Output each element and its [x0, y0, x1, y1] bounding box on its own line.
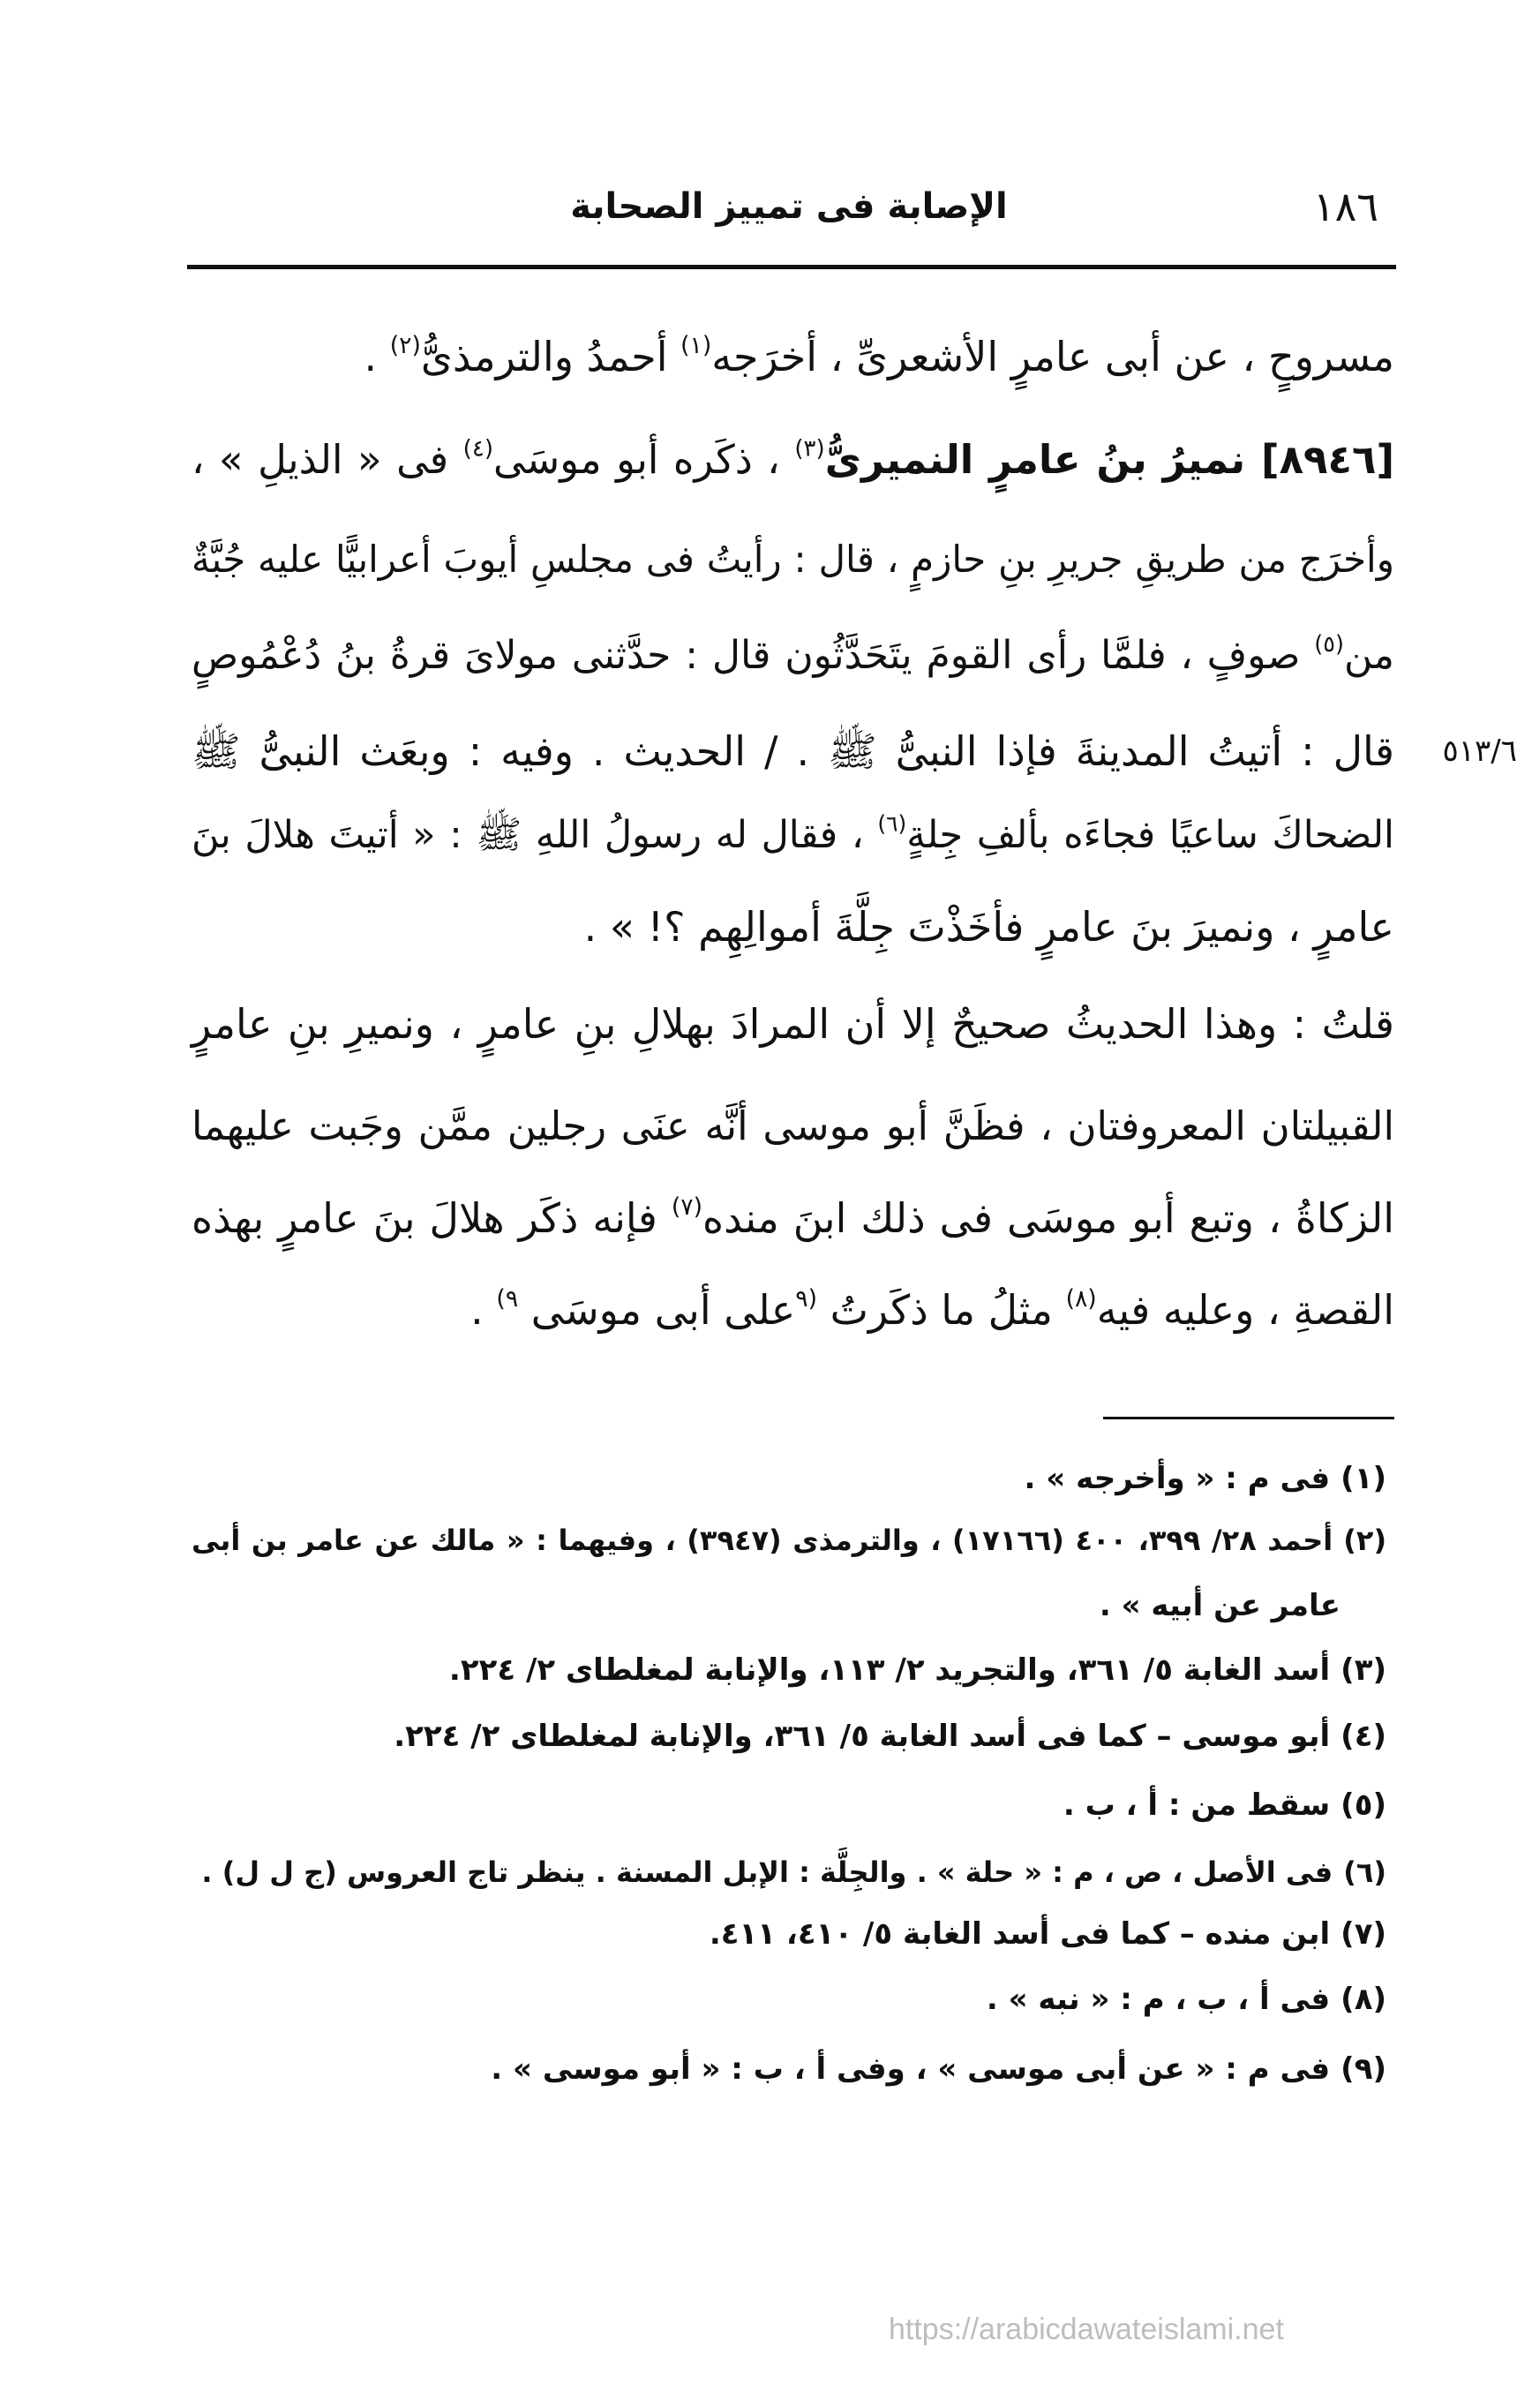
body-text: فى « الذيلِ » ،: [192, 436, 463, 483]
page-number: ١٨٦: [1312, 183, 1378, 230]
page-reference-note: ٥١٣/٦: [1442, 734, 1517, 769]
footnote-number: (٤): [1340, 1719, 1386, 1754]
footnote-number: (٥): [1340, 1787, 1386, 1823]
body-line: [192, 612, 1394, 700]
body-text: من: [1343, 633, 1394, 678]
footnote-text: عامر عن أبيه » .: [1099, 1588, 1340, 1623]
footnote-number: (٨): [1340, 1982, 1386, 2017]
body-text: قلتُ : وهذا الحديثُ صحيحٌ إلا أن المرادَ بهلالِ بنِ عامرٍ ، ونميرِ بنِ عامرٍ: [192, 1000, 1394, 1048]
running-title: الإصابة فى تمييز الصحابة: [570, 186, 1008, 227]
footnote-text: أحمد ٢٨/ ٣٩٩، ٤٠٠ (١٧١٦٦) ، والترمذى (٣٩٤٧) ، وفيهما : « مالك عن عامر بن أبى: [192, 1524, 1333, 1557]
footnote-reference: (٧): [671, 1193, 703, 1221]
body-line: [192, 312, 1394, 401]
header-rule: [187, 265, 1396, 269]
body-text: قال : أتيتُ المدينةَ فإذا النبىُّ ﷺ . / الحديث . وفيه : وبعَث النبىُّ ﷺ: [192, 727, 1394, 775]
footnote: [192, 1847, 1386, 1897]
body-text: القصةِ ، وعليه فيه: [1096, 1286, 1394, 1334]
footnote-text: أسد الغابة ٥/ ٣٦١، والتجريد ٢/ ١١٣، والإنابة لمغلطاى ٢/ ٢٢٤.: [448, 1652, 1331, 1688]
body-text: .: [470, 1286, 497, 1334]
footnote-text: فى الأصل ، ص ، م : « حلة » . والجِلَّة : الإبل المسنة . ينظر تاج العروس (ج ل ل) .: [201, 1855, 1333, 1889]
footnote: [192, 1516, 1386, 1565]
body-text: على أبى موسَى: [518, 1286, 796, 1334]
body-line: [192, 416, 1394, 504]
footnote-reference: (٢): [389, 332, 421, 359]
footnote-reference: ٩): [496, 1285, 519, 1313]
body-text: ، فقال له رسولُ اللهِ ﷺ : « أتيتَ هلالَ بنَ: [192, 813, 878, 857]
footnote-reference: (٤): [462, 435, 494, 463]
footnote-number: (٧): [1340, 1916, 1386, 1952]
footnote-text: فى م : « وأخرجه » .: [1024, 1461, 1331, 1496]
footnote-number: (٩): [1340, 2051, 1386, 2087]
body-line: [192, 515, 1394, 604]
footnote-reference: (١): [680, 332, 712, 359]
body-text: القبيلتان المعروفتان ، فظَنَّ أبو موسى أنَّه عنَى رجلين ممَّن وجَبت عليهما: [192, 1102, 1394, 1149]
body-line: [192, 1266, 1394, 1354]
footnote-number: (٢): [1343, 1524, 1387, 1557]
footnote-continuation: [192, 1581, 1340, 1630]
body-text: مسروحٍ ، عن أبى عامرٍ الأشعرىِّ ، أخرَجه: [711, 333, 1394, 380]
body-text: الضحاكَ ساعيًا فجاءَه بألفِ جِلةٍ: [906, 813, 1394, 857]
footnote-number: (٣): [1340, 1652, 1386, 1688]
footnote-text: سقط من : أ ، ب .: [1063, 1787, 1331, 1823]
footnote-text: فى أ ، ب ، م : « نبه » .: [986, 1982, 1331, 2017]
entry-heading: [٨٩٤٦] نميرُ بنُ عامرٍ النميرىُّ: [824, 436, 1395, 483]
footnote-reference: (٩: [795, 1285, 817, 1313]
body-text: .: [364, 333, 390, 380]
footnote: [192, 1712, 1386, 1761]
body-line: [192, 883, 1394, 971]
footnote-text: أبو موسى – كما فى أسد الغابة ٥/ ٣٦١، والإنابة لمغلطاى ٢/ ٢٢٤.: [394, 1719, 1331, 1754]
body-text: وأخرَج من طريقِ جريرِ بنِ حازمٍ ، قال : رأيتُ فى مجلسِ أيوبَ أعرابيًّا عليه جُبَّةٌ: [192, 538, 1394, 581]
body-line: [192, 791, 1394, 879]
watermark-url: https://arabicdawateislami.net: [889, 2313, 1284, 2346]
footnote-reference: (٨): [1065, 1285, 1097, 1313]
footnote-number: (١): [1340, 1461, 1386, 1496]
body-line: [192, 707, 1394, 795]
body-text: فإنه ذكَر هلالَ بنَ عامرٍ بهذه: [192, 1194, 672, 1242]
body-text: صوفٍ ، فلمَّا رأى القومَ يتَحَدَّثُون قال : حدَّثنى مولاىَ قرةُ بنُ دُعْمُوصٍ: [192, 633, 1315, 678]
body-line: [192, 980, 1394, 1068]
body-line: [192, 1174, 1394, 1262]
footnote: [192, 2044, 1386, 2094]
footnote-text: فى م : « عن أبى موسى » ، وفى أ ، ب : « أبو موسى » .: [491, 2051, 1331, 2087]
footnote-reference: (٦): [877, 810, 907, 837]
body-text: عامرٍ ، ونميرَ بنَ عامرٍ فأخَذْتَ جِلَّةَ أموالِهِم ؟! » .: [583, 903, 1394, 951]
footnote: [192, 1645, 1386, 1695]
footnote: [192, 1454, 1386, 1503]
body-text: أحمدُ والترمذىُّ: [420, 333, 681, 380]
body-text: ، ذكَره أبو موسَى: [493, 436, 795, 483]
body-text: الزكاةُ ، وتبع أبو موسَى فى ذلك ابنَ منده: [702, 1194, 1394, 1242]
body-text: مثلُ ما ذكَرتُ: [816, 1286, 1066, 1334]
footnote: [192, 1780, 1386, 1830]
footnote-text: ابن منده – كما فى أسد الغابة ٥/ ٤١٠، ٤١١.: [709, 1916, 1331, 1952]
footnote: [192, 1975, 1386, 2024]
footnote-reference: (٣): [794, 435, 825, 463]
footnote-number: (٦): [1343, 1855, 1386, 1889]
footnote-separator: [1103, 1417, 1394, 1419]
footnote-reference: (٥): [1314, 630, 1344, 658]
body-line: [192, 1082, 1394, 1170]
footnote: [192, 1909, 1386, 1959]
